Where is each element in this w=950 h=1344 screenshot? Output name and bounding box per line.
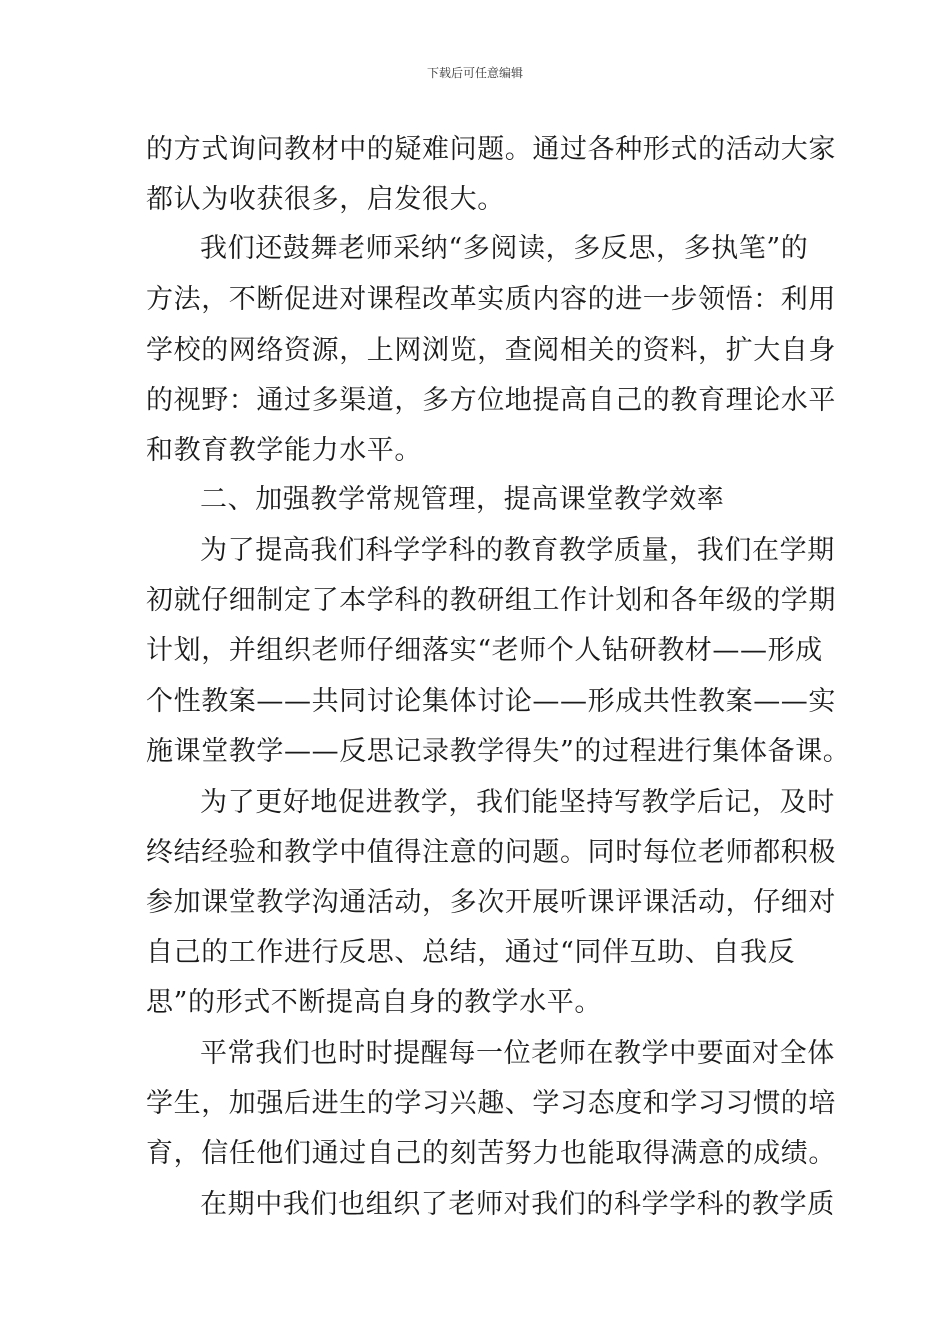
text-line: 都认为收获很多，启发很大。 (146, 184, 505, 215)
text-line: 终结经验和教学中值得注意的问题。同时每位老师都积极 (146, 837, 836, 868)
section-heading: 二、加强教学常规管理，提高课堂教学效率 (200, 484, 725, 515)
paragraph-first-line: 平常我们也时时提醒每一位老师在教学中要面对全体 (200, 1038, 835, 1069)
page-header: 下载后可任意编辑 (426, 66, 523, 80)
paragraph-first-line: 为了更好地促进教学，我们能坚持写教学后记，及时 (200, 787, 835, 818)
text-line: 育，信任他们通过自己的刻苦努力也能取得满意的成绩。 (146, 1138, 836, 1169)
text-line: 自己的工作进行反思、总结，通过“同伴互助、自我反 (146, 937, 796, 968)
text-line: 参加课堂教学沟通活动，多次开展听课评课活动，仔细对 (146, 887, 836, 918)
paragraph-first-line: 为了提高我们科学学科的教育教学质量，我们在学期 (200, 535, 835, 566)
paragraph-first-line: 在期中我们也组织了老师对我们的科学学科的教学质 (200, 1189, 835, 1220)
text-line: 个性教案——共同讨论集体讨论——形成共性教案——实 (146, 686, 836, 717)
text-line: 和教育教学能力水平。 (146, 435, 422, 466)
text-line: 方法，不断促进对课程改革实质内容的进一步领悟：利用 (146, 284, 836, 315)
paragraph-first-line: 我们还鼓舞老师采纳“多阅读，多反思，多执笔”的 (200, 233, 809, 264)
text-line: 的视野：通过多渠道，多方位地提高自己的教育理论水平 (146, 385, 836, 416)
text-line: 思”的形式不断提高自身的教学水平。 (146, 987, 603, 1018)
text-line: 施课堂教学——反思记录教学得失”的过程进行集体备课。 (146, 736, 851, 767)
text-line: 初就仔细制定了本学科的教研组工作计划和各年级的学期 (146, 585, 836, 616)
text-line: 学校的网络资源，上网浏览，查阅相关的资料，扩大自身 (146, 335, 836, 366)
text-line: 学生，加强后进生的学习兴趣、学习态度和学习习惯的培 (146, 1088, 836, 1119)
text-line: 计划，并组织老师仔细落实“老师个人钻研教材——形成 (146, 635, 823, 666)
text-line: 的方式询问教材中的疑难问题。通过各种形式的活动大家 (146, 134, 836, 165)
